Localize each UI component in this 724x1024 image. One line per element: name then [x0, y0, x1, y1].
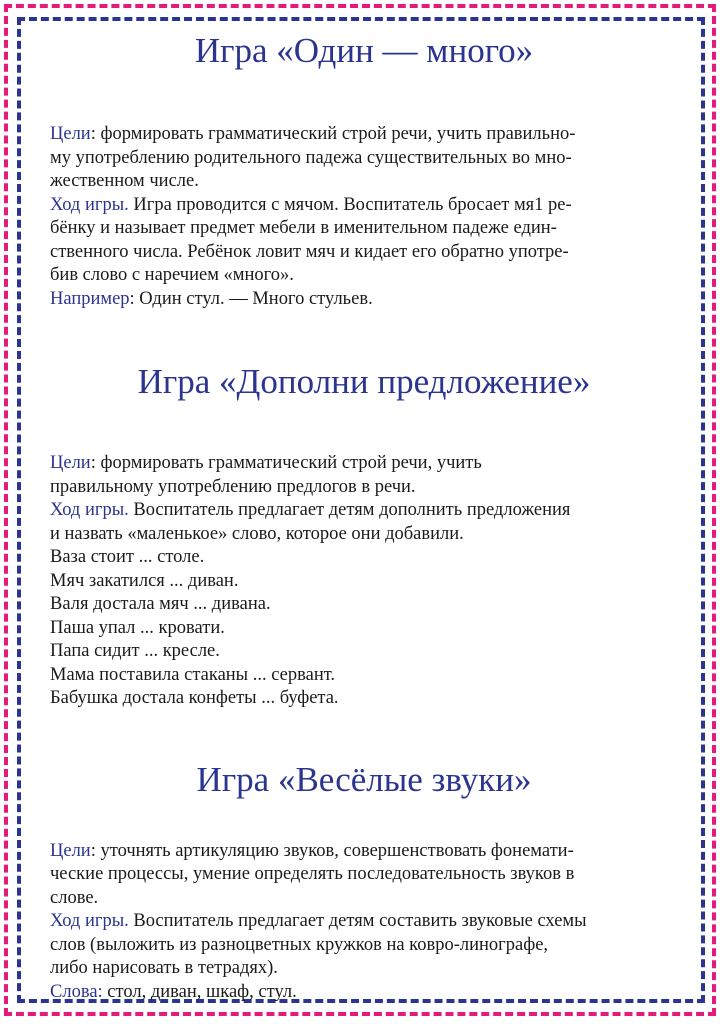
goal-paragraph: Цели: формировать грамматический строй речи, учить правильно- му употреблению родительного падежа существительных во мно- жественном числе.	[50, 124, 576, 191]
course-line: ственного числа. Ребёнок ловит мяч и кидает его обратно употре-	[50, 241, 569, 262]
example-label: Например	[50, 288, 130, 309]
course-line: и назвать «маленькое» слово, которое они добавили.	[50, 523, 464, 544]
goal-line: му употреблению родительного падежа существительных во мно-	[50, 147, 572, 168]
game-title: Игра «Весёлые звуки»	[196, 759, 532, 799]
goal-paragraph: Цели: формировать грамматический строй речи, учить правильному употреблению предлогов в речи.	[50, 453, 482, 497]
sentence: Валя достала мяч ... дивана.	[50, 594, 271, 614]
course-line: Воспитатель предлагает детям дополнить предложения	[128, 500, 571, 520]
course-label: Ход игры.	[50, 194, 129, 215]
sentence: Паша упал ... кровати.	[50, 617, 225, 638]
goal-line: правильному употреблению предлогов в речи.	[50, 476, 416, 497]
sentence: Мама поставила стаканы ... сервант.	[50, 664, 336, 685]
course-paragraph	[50, 194, 678, 288]
course-line: Игра проводится с мячом. Воспитатель бросает мя1 ре-	[128, 194, 572, 215]
game-section-2	[50, 359, 678, 711]
course-label: Ход игры.	[50, 500, 129, 520]
goal-line: ческие процессы, умение определять последовательность звуков в	[50, 864, 575, 884]
game-section-3	[50, 757, 678, 1005]
sentence: Бабушка достала конфеты ... буфета.	[50, 688, 339, 708]
game-title: Игра «Дополни предложение»	[137, 362, 591, 401]
course-paragraph	[50, 910, 678, 981]
course-line: либо нарисовать в тетрадях).	[50, 958, 278, 978]
page-content	[50, 28, 678, 1004]
game-title: Игра «Один — много»	[194, 31, 534, 70]
course-line: бёнку и называет предмет мебели в именительном падеже един-	[50, 218, 557, 238]
words-paragraph	[50, 981, 678, 1005]
goal-label: Цели	[50, 124, 91, 144]
sentence: Мяч закатился ... диван.	[50, 570, 239, 591]
sentence: Папа сидит ... кресле.	[50, 641, 220, 661]
goal-line: уточнять артикуляцию звуков, совершенствовать фонемати-	[100, 840, 574, 861]
sentence-list	[50, 546, 678, 711]
course-line: слов (выложить из разноцветных кружков на ковро-линографе,	[50, 934, 549, 955]
sentence: Ваза стоит ... столе.	[50, 547, 205, 567]
goal-label: Цели	[50, 840, 91, 861]
goal-line: формировать грамматический строй речи, учить	[100, 453, 482, 473]
goal-line: слове.	[50, 887, 99, 908]
goal-paragraph: Цели: уточнять артикуляцию звуков, совершенствовать фонемати- ческие процессы, умение определять последовательность звуков в слове.	[50, 840, 575, 908]
words-text: стол, диван, шкаф, стул.	[102, 981, 297, 1002]
game-section-1	[50, 28, 678, 311]
course-line: бив слово с наречием «много».	[50, 265, 294, 285]
course-line: Воспитатель предлагает детям составить звуковые схемы	[128, 911, 587, 931]
course-label: Ход игры.	[50, 911, 129, 931]
words-label: Слова:	[50, 981, 103, 1002]
goal-line: формировать грамматический строй речи, учить правильно-	[100, 124, 576, 144]
example-text: : Один стул. — Много стульев.	[129, 288, 373, 309]
example-paragraph	[50, 288, 678, 312]
goal-label: Цели	[50, 453, 91, 473]
goal-line: жественном числе.	[50, 171, 199, 191]
course-paragraph	[50, 499, 678, 546]
